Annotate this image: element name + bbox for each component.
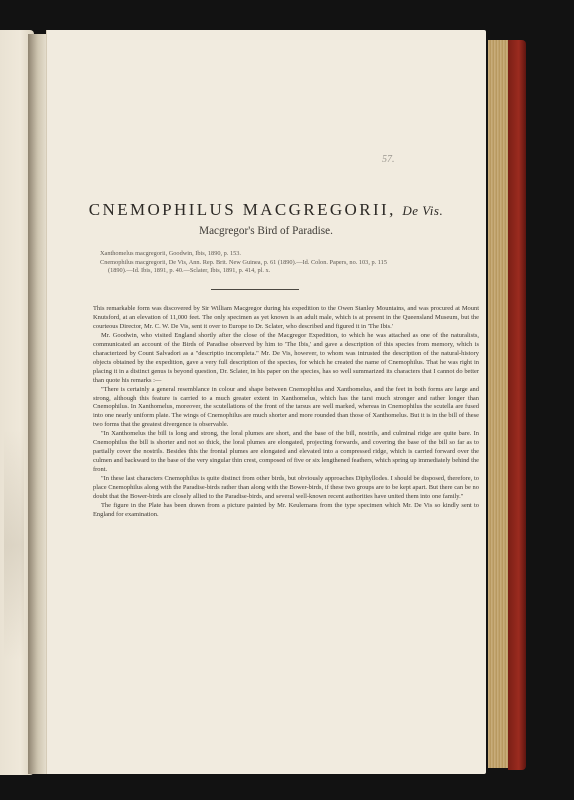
- book-cover-edge: [508, 40, 526, 770]
- page-title: [60, 200, 472, 220]
- paragraph: "In Xanthomelus the bill is long and strong, the loral plumes are short, and the base of the bill, nostrils, and culminal ridge are quite bare. In Cnemophilus the bill is shorter and not so thick, the loral plumes are elongated, projecting forwards, and covering the base of the bill so far as to partially cover the nostrils. Besides this the frontal plumes are elongated and elevated into a compressed ridge, which is carried forward over the culmen and backward to the base of the very singular thin crest, composed of five or six lengthened feathers, which spring up immediately behind the front.: [93, 430, 479, 474]
- body-text: [93, 305, 479, 520]
- title-name: CNEMOPHILUS MACGREGORII,: [88, 200, 396, 219]
- paragraph: Mr. Goodwin, who visited England shortly after the close of the Macgregor Expedition, to which he was attached as one of the naturalists, communicated an account of the Birds of Paradise observed by him to 'The Ibis,' and gave a description of this species from memory, which is characterized by Count Salvadori as a "descriptio incompleta." Mr. De Vis, however, to whom was intrusted the description of the natural-history objects obtained by the expedition, gave a very full description of the species, for which he created the name of Cnemophilus. That he was right in placing it in a distinct genus is beyond question, Dr. Sclater, in his paper on the species, has so well summarized its characters that I cannot do better than quote his remarks :—: [93, 331, 479, 384]
- paragraph: "There is certainly a general resemblance in colour and shape between Cnemophilus and Xanthomelus, and the feet in both forms are large and strong, although this feature is carried to a much greater extent in Xanthomelus, which has the tarsi much stronger and rather longer than Cnemophilus. In Xanthomelus, moreover, the scutellations of the front of the tarsus are well marked, whereas in Cnemophilus the scutella are fused into one nearly uniform plate. The wings of Cnemophilus are much shorter and more rounded than those of Xanthomelus. But it is in the bill of these two forms that the greatest divergence is observable.: [93, 385, 479, 429]
- paragraph: The figure in the Plate has been drawn from a picture painted by Mr. Keulemans from the type specimen which Mr. De Vis so kindly sent to England for examination.: [93, 501, 479, 518]
- left-page-plate-ghost: [4, 430, 24, 660]
- synonymy-entry: Cnemophilus macgregorii, De Vis, Ann. Rep. Brit. New Guinea, p. 61 (1890).—Id. Colon. Papers, no. 103, p. 115: [100, 258, 387, 266]
- paragraph: This remarkable form was discovered by Sir William Macgregor during his expedition to the Owen Stanley Mountains, and was procured at Mount Knutsford, at an elevation of 11,000 feet. The only specimen as yet known is an adult male, which is at present in the Queensland Museum, but the courteous Director, Mr. C. W. De Vis, sent it over to Europe to Dr. Sclater, who described and figured it in 'The Ibis.': [93, 305, 479, 330]
- divider: [211, 289, 299, 290]
- paragraph: "In these last characters Cnemophilus is quite distinct from other birds, but obviously approaches Diphyllodes. I should be disposed, therefore, to place Cnemophilus along with the Paradise-birds rather than along with the Bower-birds, if these two groups are to be kept apart. But there can be no doubt that the Bower-birds are closely allied to the Paradise-birds, and several well-known recent authorities have united them into one family.": [93, 475, 479, 501]
- title-author: De Vis.: [402, 203, 444, 218]
- synonymy-block: [100, 250, 460, 276]
- synonymy-entry-continued: (1890).—Id. Ibis, 1891, p. 40.—Sclater, Ibis, 1891, p. 414, pl. x.: [108, 267, 271, 275]
- page-subtitle: Macgregor's Bird of Paradise.: [199, 225, 333, 237]
- page-number: 57.: [382, 154, 395, 165]
- synonymy-entry: Xanthomelus macgregorii, Goodwin, Ibis, 1890, p. 153.: [100, 250, 241, 257]
